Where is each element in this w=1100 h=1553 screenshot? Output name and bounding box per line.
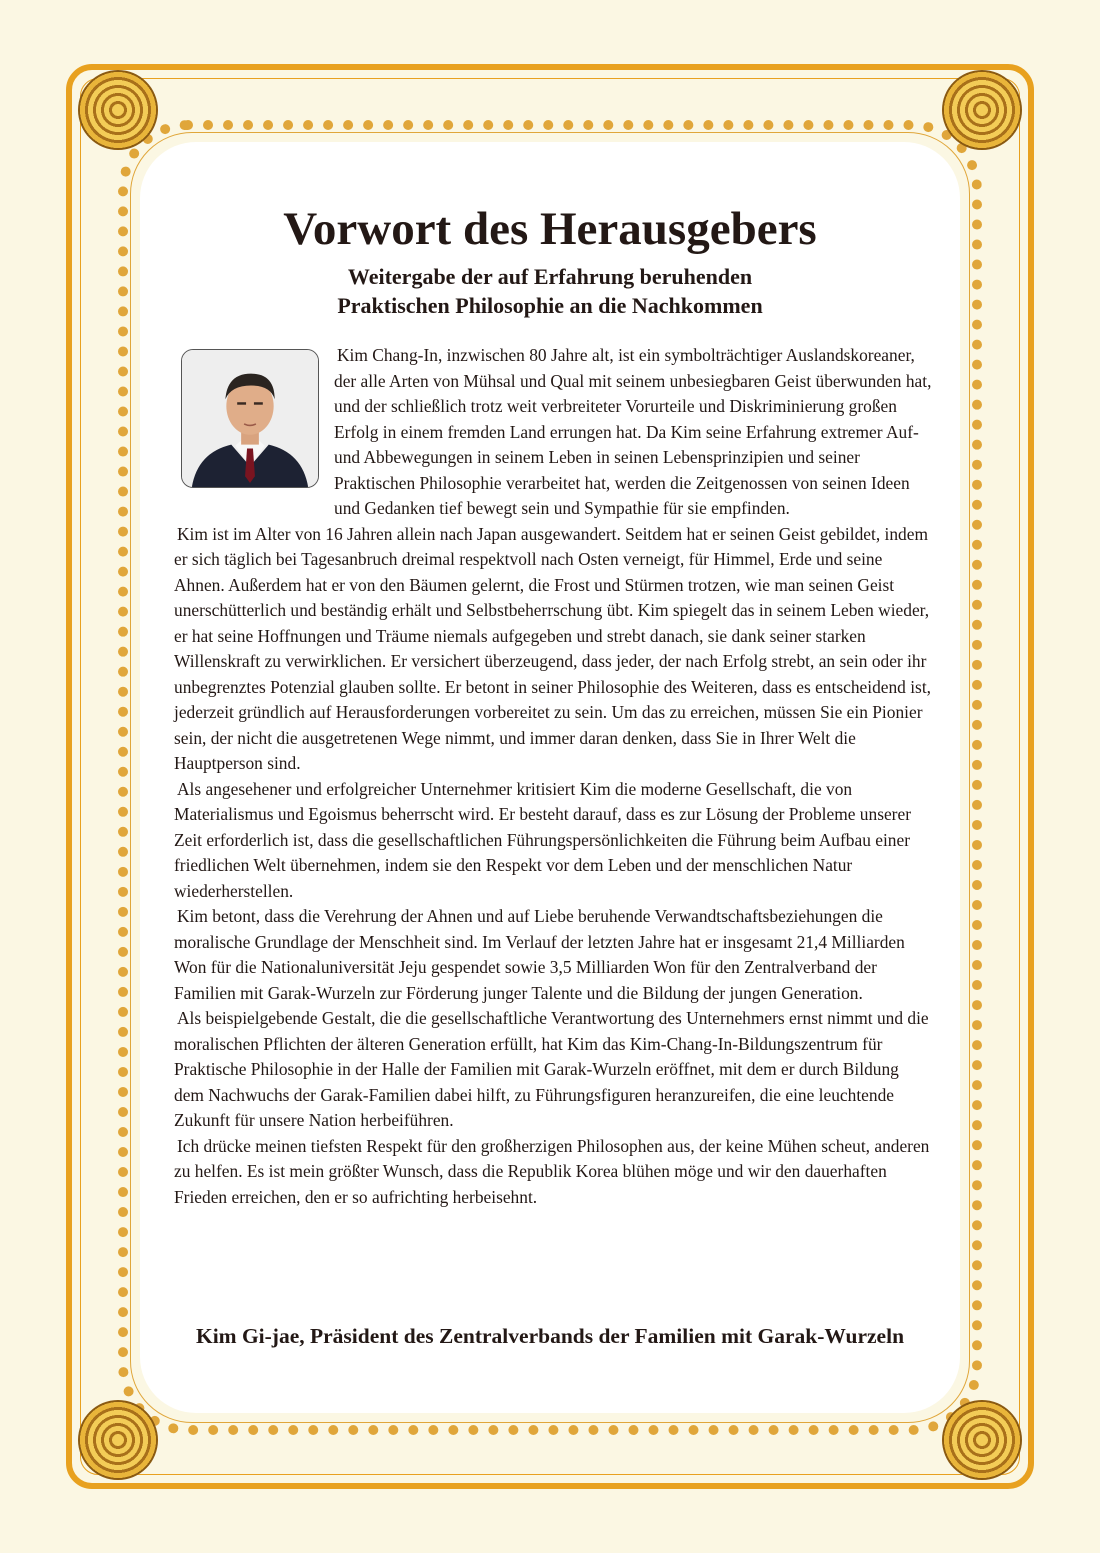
- corner-medallion-top-right: [942, 70, 1022, 150]
- corner-medallion-bottom-right: [942, 1400, 1022, 1480]
- paragraph-5: Als beispielgebende Gestalt, die die gesellschaftliche Verantwortung des Unternehmers ernst nimmt und die moralischen Pflichten der älteren Generation erfüllt, hat Kim das Kim-Chang-In-Bildungszentrum für Praktische Philosophie in der Halle der Familien mit Garak-Wurzeln eröffnet, mit dem er durch Bildung dem Nachwuchs der Garak-Familien dabei hilft, zu Führungsfiguren heranzureifen, die eine leuchtende Zukunft für unsere Nation herbeiführen.: [174, 1008, 929, 1130]
- paragraph-2: Kim ist im Alter von 16 Jahren allein nach Japan ausgewandert. Seitdem hat er seinen Geist gebildet, indem er sich täglich bei Tagesanbruch dreimal respektvoll nach Osten verneigt, für Himmel, Erde und seine Ahnen. Außerdem hat er von den Bäumen gelernt, die Frost und Stürmen trotzen, wie man seinen Geist unerschütterlich und beständig erhält und Selbstbeherrschung übt. Kim spiegelt das in seinem Leben wieder, er hat seine Hoffnungen und Träume niemals aufgegeben und strebt danach, sie dank seiner starken Willenskraft zu verwirklichen. Er versichert überzeugend, dass jeder, der nach Erfolg strebt, an sein oder ihr unbegrenztes Potenzial glauben sollte. Er betont in seiner Philosophie des Weiteren, dass es entscheidend ist, jederzeit gründlich auf Herausforderungen vorbereitet zu sein. Um das zu erreichen, müssen Sie ein Pionier sein, der nicht die ausgetretenen Wege nimmt, und immer daran denken, dass Sie in Ihrer Welt die Hauptperson sind.: [174, 523, 932, 773]
- corner-medallion-bottom-left: [78, 1400, 158, 1480]
- paragraph-6: Ich drücke meinen tiefsten Respekt für den großherzigen Philosophen aus, der keine Mühen scheut, anderen zu helfen. Es ist mein größter Wunsch, dass die Republik Korea blühen möge und wir den dauerhaften Frieden erreichen, den er so aufrichting herbeisehnt.: [174, 1135, 930, 1207]
- corner-medallion-top-left: [78, 70, 158, 150]
- subtitle: [150, 262, 950, 320]
- paragraph-1: Kim Chang-In, inzwischen 80 Jahre alt, ist ein symbolträchtiger Auslandskoreaner, der alle Arten von Mühsal und Qual mit seinem unbesiegbaren Geist überwunden hat, und der schließlich trotz weit verbreiteter Vorurteile und Diskriminierung großen Erfolg in einem fremden Land errungen hat. Da Kim seine Erfahrung extremer Auf- und Abbewegungen in seinem Leben in seinen Lebensprinzipien und seiner Praktischen Philosophie verarbeitet hat, werden die Zeitgenossen von seinen Ideen und Gedanken tief bewegt sein und Sympathie für sie empfinden.: [334, 345, 932, 518]
- subtitle-line-1: Weitergabe der auf Erfahrung beruhenden: [347, 264, 753, 289]
- paragraph-4: Kim betont, dass die Verehrung der Ahnen und auf Liebe beruhende Verwandtschaftsbeziehungen die moralische Grundlage der Menschheit sind. Im Verlauf der letzten Jahre hat er insgesamt 21,4 Milliarden Won für die Nationaluniversität Jeju gespendet sowie 3,5 Milliarden Won für den Zentralverband der Familien mit Garak-Wurzeln zur Förderung junger Talente und die Bildung der jungen Generation.: [174, 906, 905, 1003]
- page-title: Vorwort des Herausgebers: [283, 203, 817, 255]
- body-text: [174, 343, 932, 1210]
- photo-float-spacer: [174, 343, 334, 521]
- signature: Kim Gi-jae, Präsident des Zentralverbands der Familien mit Garak-Wurzeln: [195, 1324, 905, 1348]
- subtitle-line-2: Praktischen Philosophie an die Nachkommen: [337, 293, 763, 318]
- paragraph-3: Als angesehener und erfolgreicher Unternehmer kritisiert Kim die moderne Gesellschaft, die von Materialismus und Egoismus beherrscht wird. Er besteht darauf, dass es zur Lösung der Probleme unserer Zeit erforderlich ist, dass die gesellschaftlichen Führungspersönlichkeiten die Führung beim Aufbau einer friedlichen Welt übernehmen, indem sie den Respekt vor dem Leben und der menschlichen Natur wiederherstellen.: [174, 778, 911, 901]
